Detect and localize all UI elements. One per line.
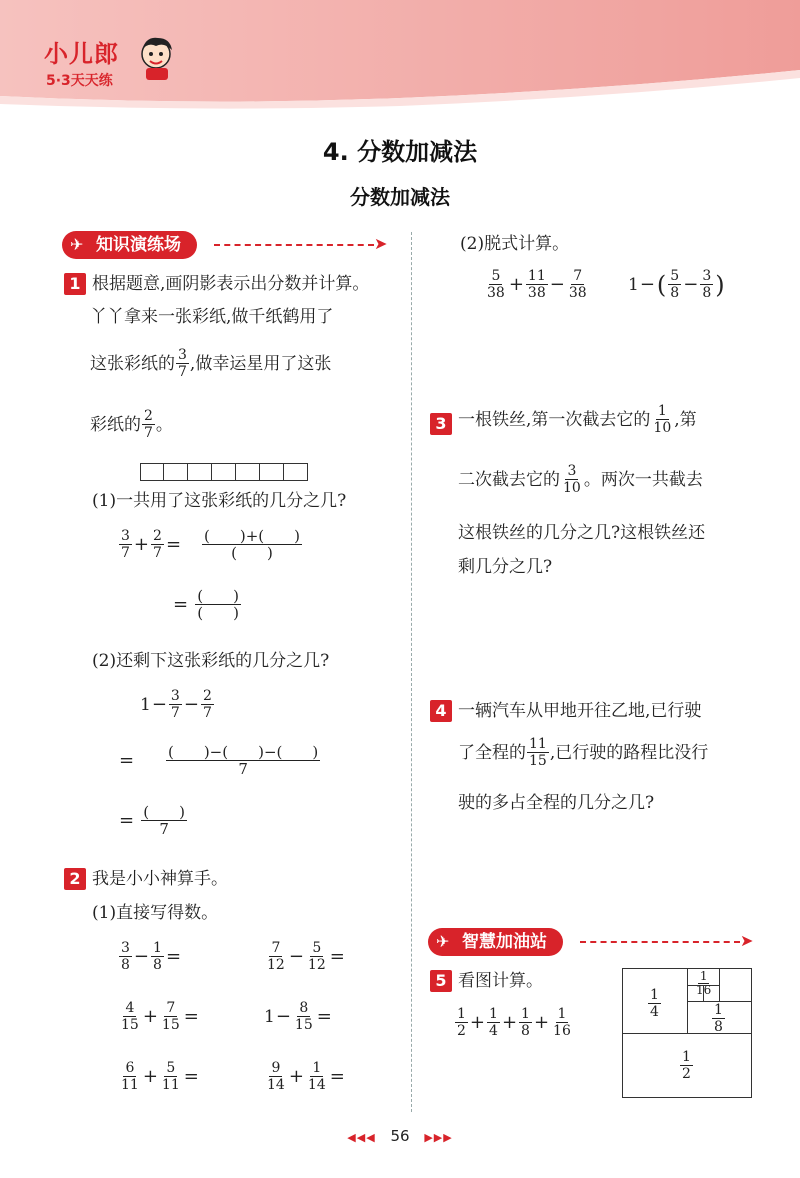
q2-calc-2: 1 − ( $\frac{5}{8}$ − $\frac{3}{8}$ ) [628,268,725,301]
q5-expression: $\frac{1}{2}$ + $\frac{1}{4}$ + $\frac{1}{8}$ + $\frac{1}{16}$ [457,1006,571,1039]
banner-practice: ✈ 知识演练场 ➤ [62,231,388,261]
brand-logo: 小儿郎 [44,40,119,68]
q3-line2: 二次截去它的 $\frac{3}{10}$ 。两次一共截去 [458,463,703,496]
q1-number: 1 [64,273,86,295]
section-title: 分数加减法 [350,185,450,209]
fraction-square-figure [622,968,752,1098]
q5-intro: 看图计算。 [458,971,543,991]
shading-strip[interactable] [140,463,308,481]
figure-label-sixteenth: $\frac{1}{16}$ [696,969,712,997]
q1-line1: 丫丫拿来一张彩纸,做千纸鹤用了 [90,307,334,327]
q2-item-4: 1 − $\frac{8}{15}$ = [264,1000,332,1033]
q1-eq3: 1 − $\frac{3}{7}$ − $\frac{2}{7}$ [140,688,212,721]
q4-line3: 驶的多占全程的几分之几? [458,793,655,813]
q2-part2: (2)脱式计算。 [460,234,570,254]
q1-part2: (2)还剩下这张彩纸的几分之几? [92,651,330,671]
fraction-2-7: $\frac{2}{7}$ [144,408,153,441]
answer-blank[interactable]: $\frac{( )}{7}$ [143,803,185,838]
q3-number: 3 [430,413,452,435]
brand-subtitle: 5·3天天练 [46,73,113,89]
q1-eq1: $\frac{3}{7}$ + $\frac{2}{7}$ = $\frac{( )+( )}{( )}$ [118,528,322,561]
banner-practice-label: 知识演练场 [96,235,181,255]
mascot-icon [136,34,178,82]
banner-mark-icon: ✈ [436,932,450,951]
figure-label-half: $\frac{1}{2}$ [682,1049,691,1082]
q2-number: 2 [64,868,86,890]
answer-blank[interactable]: $\frac{( )+( )}{( )}$ [204,527,301,562]
q1-line3: 彩纸的 $\frac{2}{7}$ 。 [90,408,173,441]
answer-blank[interactable]: $\frac{( )}{( )}$ [197,587,239,622]
q2-item-5: $\frac{6}{11}$ + $\frac{5}{11}$ = [121,1060,199,1093]
banner-wisdom: ✈ 智慧加油站 ➤ [428,928,754,958]
figure-label-quarter: $\frac{1}{4}$ [650,987,659,1020]
chapter-title: 4. 分数加减法 [322,138,478,166]
answer-blank[interactable]: $\frac{( )-( )-( )}{7}$ [167,743,319,778]
q3-line4: 剩几分之几? [458,557,553,577]
q3-line3: 这根铁丝的几分之几?这根铁丝还 [458,523,706,543]
q2-calc-1: $\frac{5}{38}$ + $\frac{11}{38}$ − $\frac{7}{38}$ [487,268,587,301]
q4-line2: 了全程的 $\frac{11}{15}$ ,已行驶的路程比没行 [458,736,709,769]
page-number-bar: ◀◀◀ 56 ▶▶▶ [347,1127,453,1145]
q4-number: 4 [430,700,452,722]
q1-part1: (1)一共用了这张彩纸的几分之几? [92,491,347,511]
q2-part1: (1)直接写得数。 [92,903,219,923]
q2-item-1: $\frac{3}{8}$ − $\frac{1}{8}$ = [121,940,182,973]
q1-line2: 这张彩纸的 $\frac{3}{7}$ ,做幸运星用了这张 [90,347,332,380]
q2-item-3: $\frac{4}{15}$ + $\frac{7}{15}$ = [121,1000,199,1033]
banner-mark-icon: ✈ [70,235,84,254]
q5-number: 5 [430,970,452,992]
figure-label-eighth: $\frac{1}{8}$ [714,1002,723,1035]
q2-intro: 我是小小神算手。 [92,869,228,889]
q4-line1: 一辆汽车从甲地开往乙地,已行驶 [458,701,702,721]
q1-eq2: = $\frac{( )}{( )}$ [172,588,247,621]
fraction-3-7: $\frac{3}{7}$ [178,347,187,380]
q2-item-6: $\frac{9}{14}$ + $\frac{1}{14}$ = [267,1060,345,1093]
banner-wisdom-label: 智慧加油站 [462,932,547,952]
q2-item-2: $\frac{7}{12}$ − $\frac{5}{12}$ = [267,940,345,973]
q1-eq4: = $\frac{( )-( )-( )}{7}$ [118,744,351,777]
header-band [0,0,800,110]
q1-eq5: = $\frac{( )}{7}$ [118,804,193,837]
column-divider [411,232,412,1112]
q1-intro: 根据题意,画阴影表示出分数并计算。 [92,274,370,294]
page-number: 56 [390,1127,410,1145]
q3-line1: 一根铁丝,第一次截去它的 $\frac{1}{10}$ ,第 [458,403,697,436]
